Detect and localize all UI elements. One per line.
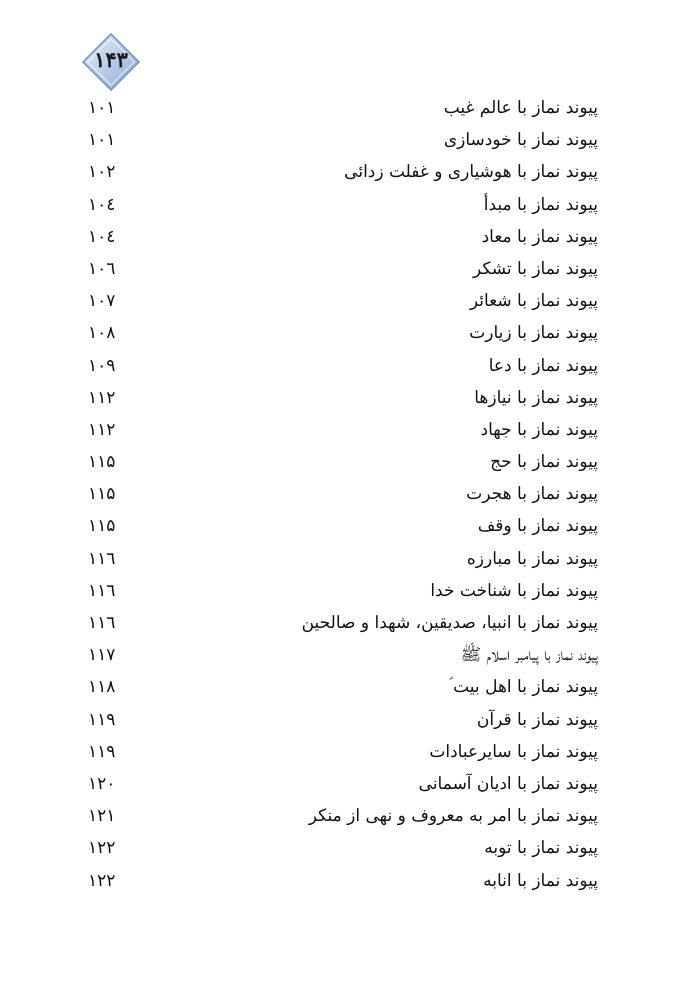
toc-entry-title: پیوند نماز با زیارت (469, 323, 598, 344)
toc-entry-title: پیوند نماز با مبارزه (466, 548, 598, 569)
toc-entry[interactable] (88, 704, 598, 736)
toc-entry-page-number: ۱۱٦ (88, 548, 116, 569)
toc-entry-title: پیوند نماز با هجرت (466, 484, 598, 505)
toc-entry-page-number: ۱۱٦ (88, 613, 116, 633)
toc-entry-title: پیوند نماز با هوشیاری و غفلت زدائی (344, 162, 598, 183)
toc-entry[interactable] (88, 414, 598, 446)
toc-entry-title: پیوند نماز با انبیا، صدیقین، شهدا و صالحین (301, 613, 598, 633)
toc-entry-title: پیوند نماز با وقف (477, 516, 598, 537)
toc-entry-page-number: ۱۲۰ (88, 773, 116, 794)
toc-entry[interactable] (88, 156, 598, 188)
toc-entry[interactable] (88, 446, 598, 478)
toc-entry-title: پیوند نماز با دعا (488, 355, 598, 376)
toc-entry-page-number: ۱۱۵ (88, 516, 116, 537)
toc-entry[interactable] (88, 221, 598, 253)
toc-entry[interactable] (88, 865, 598, 897)
toc-entry[interactable] (88, 317, 598, 349)
toc-entry-page-number: ۱۲۲ (88, 870, 116, 891)
toc-entry-title: پیوند نماز با معاد (481, 226, 598, 247)
toc-entry-page-number: ۱۰٦ (88, 258, 116, 279)
toc-entry-page-number: ۱۱۲ (88, 387, 116, 408)
toc-entry-title: پیوند نماز با عالم غیب (443, 98, 598, 118)
toc-entry-page-number: ۱۱۲ (88, 419, 116, 440)
toc-entry[interactable] (88, 543, 598, 575)
toc-entry-title: پیوند نماز با قرآن (476, 709, 598, 730)
toc-entry-page-number: ۱۰۱ (88, 98, 116, 118)
toc-entry[interactable] (88, 671, 598, 703)
toc-entry-page-number: ۱۲۱ (88, 806, 116, 827)
toc-entry-title: پیوند نماز با امر به معروف و نهی از منکر (308, 806, 598, 827)
toc-entry-page-number: ۱۰۲ (88, 162, 116, 183)
page-number: ۱۴۳ (94, 47, 128, 72)
toc-entry-page-number: ۱۱٦ (88, 580, 116, 601)
toc-entry[interactable] (88, 639, 598, 671)
toc-entry[interactable] (88, 510, 598, 542)
toc-entry-title: پیوند نماز با ادیان آسمانی (418, 773, 598, 794)
toc-entry[interactable] (88, 189, 598, 221)
toc-entry-page-number: ۱۱۸ (88, 677, 116, 698)
toc-entry-title: پیوند نماز با جهاد (480, 419, 598, 440)
toc-entry-page-number: ۱۱۹ (88, 741, 116, 762)
toc-entry-title: پیوند نماز با سایرعبادات (429, 741, 598, 762)
toc-entry-title: پیوند نماز با شعائر (469, 291, 598, 312)
toc-entry-title: پیوند نماز با حج (490, 452, 598, 473)
toc-entry[interactable] (88, 350, 598, 382)
toc-entry[interactable] (88, 575, 598, 607)
toc-entry[interactable] (88, 800, 598, 832)
toc-entry-page-number: ۱۰۱ (88, 130, 116, 151)
toc-entry-page-number: ۱۱۵ (88, 484, 116, 505)
toc-entry-page-number: ۱۰٤ (88, 194, 116, 215)
toc-entry[interactable] (88, 124, 598, 156)
toc-entry-page-number: ۱۱۷ (88, 645, 116, 666)
toc-entry[interactable] (88, 382, 598, 414)
toc-entry[interactable] (88, 253, 598, 285)
toc-entry[interactable] (88, 285, 598, 317)
toc-entry[interactable] (88, 832, 598, 864)
toc-entry-page-number: ۱۱۹ (88, 709, 116, 730)
toc-entry-title: پیوند نماز با شناخت خدا (430, 580, 598, 601)
toc-entry[interactable] (88, 768, 598, 800)
toc-entry[interactable] (88, 478, 598, 510)
toc-entry-page-number: ۱۲۲ (88, 838, 116, 859)
table-of-contents (88, 92, 598, 897)
toc-entry-page-number: ۱۰۷ (88, 291, 116, 312)
toc-entry-page-number: ۱۰۸ (88, 323, 116, 344)
toc-entry-page-number: ۱۰٤ (88, 226, 116, 247)
toc-entry-title: پیوند نماز با اهل بیت ؑ (448, 677, 598, 698)
toc-entry[interactable] (88, 92, 598, 124)
toc-entry-title: پیوند نماز با خودسازی (443, 130, 598, 151)
toc-entry-page-number: ۱۰۹ (88, 355, 116, 376)
toc-entry[interactable] (88, 736, 598, 768)
toc-entry-page-number: ۱۱۵ (88, 452, 116, 473)
toc-entry-title: پیوند نماز با مبدأ (483, 194, 598, 215)
toc-entry-title: پیوند نماز با نیازها (474, 387, 598, 408)
toc-entry[interactable] (88, 607, 598, 639)
toc-entry-title: پیوند نماز با توبه (484, 838, 598, 859)
toc-entry-title: پیوند نماز با تشکر (472, 258, 598, 279)
toc-entry-title: پیوند نماز با انابه (483, 870, 598, 891)
page-number-badge (82, 33, 140, 91)
toc-entry-title: پیوند نماز با پیامبر اسلام ﷺ (460, 645, 598, 666)
